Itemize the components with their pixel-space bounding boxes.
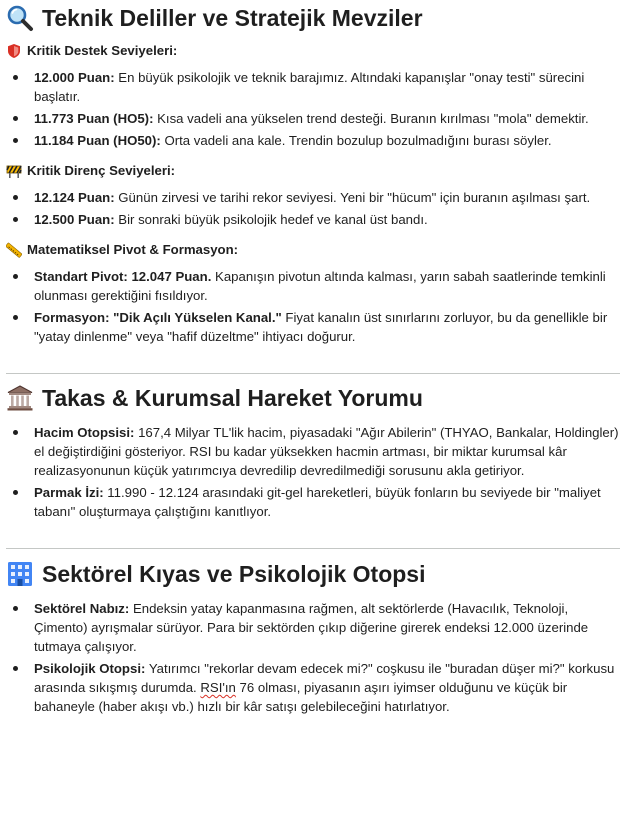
construction-barrier-icon xyxy=(6,163,22,179)
section-technical-title: Teknik Deliller ve Stratejik Mevziler xyxy=(6,0,620,33)
pivot-list xyxy=(6,267,620,346)
section-sectoral-title: Sektörel Kıyas ve Psikolojik Otopsi xyxy=(6,559,620,589)
list-item: Standart Pivot: 12.047 Puan. Kapanışın pivotun altında kalması, yarın sabah saatlerinde temkinli olunması gerektiğini fısıldıyor. xyxy=(34,267,620,305)
list-item: Psikolojik Otopsi: Yatırımcı "rekorlar devam edecek mi?" coşkusu ile "buradan düşer mi?" korkusu arasında sıkışmış durumda. RSI'ın 76 olması, piyasanın aşırı iyimser olduğunu ve küçük bir bahaneyle (haber akışı vb.) hızlı bir kâr satışı gelebileceğini hatırlatıyor. xyxy=(34,659,620,716)
ruler-icon xyxy=(6,242,22,258)
resistance-heading: Kritik Direnç Seviyeleri: xyxy=(6,162,620,180)
list-item: 11.184 Puan (HO50): Orta vadeli ana kale. Trendin bozulup bozulmadığını burası söyler. xyxy=(34,131,620,150)
section-institutional xyxy=(6,383,620,521)
institutional-list xyxy=(6,423,620,521)
list-item: 11.773 Puan (HO5): Kısa vadeli ana yükselen trend desteği. Buranın kırılması "mola" demektir. xyxy=(34,109,620,128)
list-item: 12.124 Puan: Günün zirvesi ve tarihi rekor seviyesi. Yeni bir "hücum" için buranın aşılması şart. xyxy=(34,188,620,207)
section-institutional-title: Takas & Kurumsal Hareket Yorumu xyxy=(6,383,620,413)
list-item: 12.500 Puan: Bir sonraki büyük psikolojik hedef ve kanal üst bandı. xyxy=(34,210,620,229)
list-item: Hacim Otopsisi: 167,4 Milyar TL'lik hacim, piyasadaki "Ağır Abilerin" (THYAO, Bankalar, Holdingler) el değiştirdiğini gösteriyor. RSI bu kadar yüksekken hacmin artması, bir miktar kurumsal kâr realizasyonunun küçük yatırımcıya devredilip devredilmediği sorusunu akla getiriyor. xyxy=(34,425,619,478)
list-item: 12.000 Puan: En büyük psikolojik ve teknik barajımız. Altındaki kapanışlar "onay testi" sürecini başlatır. xyxy=(34,68,620,106)
sectoral-list xyxy=(6,599,620,716)
list-item: Formasyon: "Dik Açılı Yükselen Kanal." Fiyat kanalın üst sınırlarını zorluyor, bu da genellikle bir "yatay dinlenme" veya "hafif düzeltme" ihtiyacı doğurur. xyxy=(34,308,620,346)
spellcheck-flagged-word[interactable]: RSI'ın xyxy=(200,680,236,695)
list-item: Parmak İzi: 11.990 - 12.124 arasındaki git-gel hareketleri, büyük fonların bu seviyede bir "maliyet tabanı" oluşturmaya çalıştığını kanıtlıyor. xyxy=(34,483,620,521)
shield-icon xyxy=(6,43,22,59)
list-item: Sektörel Nabız: Endeksin yatay kapanmasına rağmen, alt sektörlerde (Havacılık, Teknoloji, Çimento) ayrışmalar sürüyor. Para bir sektörden çıkıp diğerine girerek endeksi 12.000 üzerinde tutmaya çalışıyor. xyxy=(34,599,620,656)
office-building-icon xyxy=(6,560,34,588)
support-heading: Kritik Destek Seviyeleri: xyxy=(6,42,620,60)
pivot-heading: Matematiksel Pivot & Formasyon: xyxy=(6,241,620,259)
resistance-list xyxy=(6,188,620,229)
magnifier-icon xyxy=(6,4,34,32)
bank-building-icon xyxy=(6,384,34,412)
section-sectoral xyxy=(6,559,620,716)
section-technical xyxy=(6,0,620,346)
support-list xyxy=(6,68,620,150)
